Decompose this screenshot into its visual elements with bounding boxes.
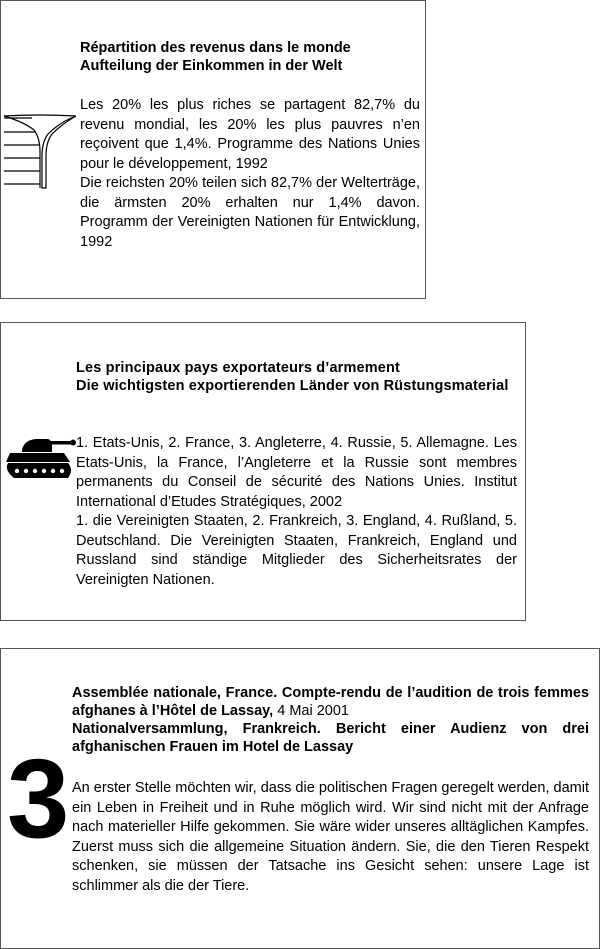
title-french: Répartition des revenus dans le monde: [80, 40, 351, 56]
card-title: [72, 684, 589, 756]
card-title: [80, 39, 420, 75]
arms-exporters-card: [0, 322, 526, 621]
card-body: [76, 434, 517, 590]
card-body: [80, 96, 420, 252]
title-german: Die wichtigsten exportierenden Länder von Rüstungsmaterial: [76, 378, 509, 394]
card-body: [72, 779, 589, 896]
body-german: An erster Stelle möchten wir, dass die politischen Fragen geregelt werden, damit ein Leben in Freiheit und in Ruhe möglich wird. Wir sind nicht mit der Anfrage nach materieller Hilfe gekommen. Sie wäre wider unseres alltäglichen Kampfes. Zuerst muss sich die allgemeine Situation ändern. Sie, die den Tieren Respekt schenken, sie müssen der Tatsache ins Gesicht sehen: unsere Lage ist schlimmer als die der Tiere.: [72, 780, 589, 894]
champagne-glass-icon: [2, 112, 78, 192]
tank-icon: [4, 432, 76, 482]
body-german: 1. die Vereinigten Staaten, 2. Frankreich, 3. England, 4. Rußland, 5. Deutschland. Die Vereinigten Staaten, Frankreich, England und Russland sind ständige Mitglieder des Sicherheitsrates der Vereinigten Nationen.: [76, 513, 517, 588]
body-french: Les 20% les plus riches se partagent 82,7% du revenu mondial, les 20% les plus pauvres n’en reçoivent que 1,4%. Programme des Nations Unies pour le développement, 1992: [80, 97, 420, 172]
hearing-date: 4 Mai 2001: [277, 703, 349, 719]
title-french: Les principaux pays exportateurs d’armement: [76, 360, 400, 376]
body-french: 1. Etats-Unis, 2. France, 3. Angleterre, 4. Russie, 5. Allemagne. Les Etats-Unis, la France, l’Angleterre et la Russie sont membres permanents du Conseil de sécurité des Nations Unies. Institut International d’Etudes Stratégiques, 2002: [76, 435, 517, 510]
afghan-women-hearing-card: [0, 648, 600, 949]
title-german: Aufteilung der Einkommen in der Welt: [80, 58, 343, 74]
card-number: 3: [7, 736, 70, 861]
title-french: Assemblée nationale, France. Compte-rendu de l’audition de trois femmes afghanes à l’Hôtel de Lassay,: [72, 685, 589, 719]
title-german: Nationalversammlung, Frankreich. Bericht einer Audienz von drei afghanischen Frauen im Hotel de Lassay: [72, 721, 589, 755]
card-title: [76, 359, 517, 395]
body-german: Die reichsten 20% teilen sich 82,7% der Welterträge, die ärmsten 20% erhalten nur 1,4% davon. Programm der Vereinigten Nationen für Entwicklung, 1992: [80, 175, 420, 250]
